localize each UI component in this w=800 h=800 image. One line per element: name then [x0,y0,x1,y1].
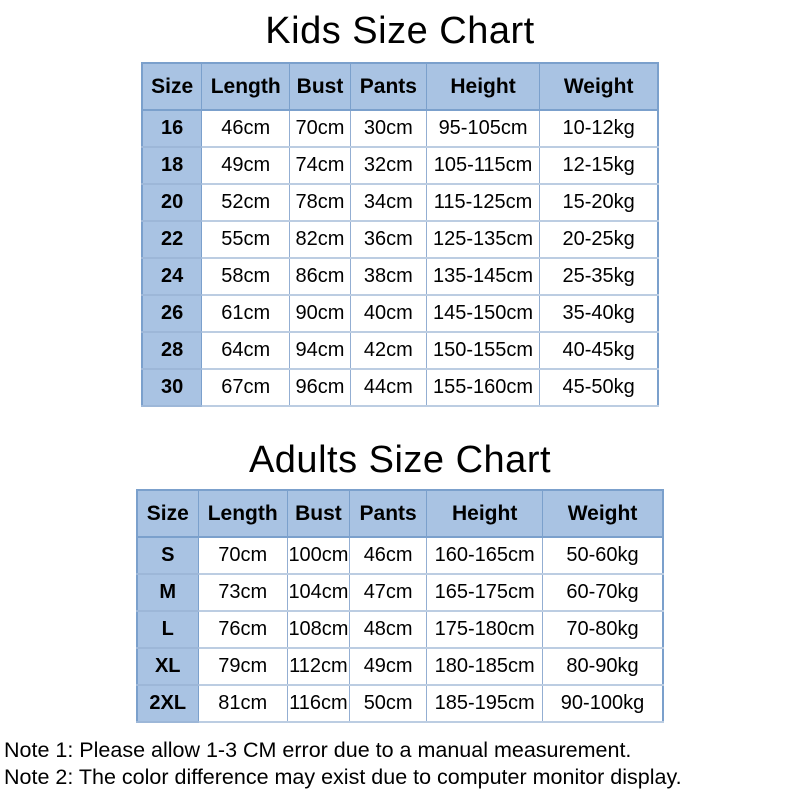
size-label-cell: 30 [142,369,202,406]
value-cell: 61cm [202,295,290,332]
value-cell: 80-90kg [543,648,663,685]
value-cell: 70cm [290,110,351,147]
value-cell: 38cm [350,258,426,295]
value-cell: 180-185cm [427,648,543,685]
kids-header-row [142,63,658,110]
size-label-cell: L [137,611,198,648]
value-cell: 115-125cm [426,184,540,221]
value-cell: 36cm [350,221,426,258]
size-label-cell: 24 [142,258,202,295]
value-cell: 35-40kg [540,295,658,332]
adults-chart-title: Adults Size Chart [248,439,552,481]
size-label-cell: 20 [142,184,202,221]
size-label-cell: S [137,537,198,574]
value-cell: 50cm [349,685,426,722]
size-label-cell: 22 [142,221,202,258]
table-row [137,685,663,722]
table-row [142,221,658,258]
column-header-height: Height [427,490,543,537]
value-cell: 82cm [290,221,351,258]
table-row [142,258,658,295]
column-header-size: Size [142,63,202,110]
size-label-cell: 26 [142,295,202,332]
column-header-weight: Weight [543,490,663,537]
value-cell: 32cm [350,147,426,184]
value-cell: 49cm [349,648,426,685]
value-cell: 96cm [290,369,351,406]
value-cell: 67cm [202,369,290,406]
value-cell: 74cm [290,147,351,184]
adults-size-table [136,489,664,723]
value-cell: 40-45kg [540,332,658,369]
notes-block [0,737,800,791]
value-cell: 49cm [202,147,290,184]
table-row [137,611,663,648]
value-cell: 30cm [350,110,426,147]
column-header-weight: Weight [540,63,658,110]
value-cell: 20-25kg [540,221,658,258]
value-cell: 105-115cm [426,147,540,184]
value-cell: 86cm [290,258,351,295]
column-header-pants: Pants [350,63,426,110]
column-header-size: Size [137,490,198,537]
value-cell: 76cm [198,611,287,648]
value-cell: 125-135cm [426,221,540,258]
value-cell: 42cm [350,332,426,369]
value-cell: 79cm [198,648,287,685]
value-cell: 112cm [287,648,349,685]
value-cell: 90cm [290,295,351,332]
value-cell: 50-60kg [543,537,663,574]
column-header-length: Length [202,63,290,110]
table-row [142,110,658,147]
kids-chart-title: Kids Size Chart [265,10,535,52]
value-cell: 95-105cm [426,110,540,147]
value-cell: 108cm [287,611,349,648]
value-cell: 150-155cm [426,332,540,369]
value-cell: 55cm [202,221,290,258]
size-label-cell: M [137,574,198,611]
value-cell: 34cm [350,184,426,221]
value-cell: 70cm [198,537,287,574]
table-row [137,537,663,574]
value-cell: 116cm [287,685,349,722]
value-cell: 73cm [198,574,287,611]
column-header-bust: Bust [287,490,349,537]
value-cell: 60-70kg [543,574,663,611]
column-header-length: Length [198,490,287,537]
table-row [142,332,658,369]
column-header-pants: Pants [349,490,426,537]
note-2: Note 2: The color difference may exist due to computer monitor display. [4,765,682,789]
value-cell: 94cm [290,332,351,369]
value-cell: 81cm [198,685,287,722]
size-label-cell: XL [137,648,198,685]
value-cell: 12-15kg [540,147,658,184]
value-cell: 90-100kg [543,685,663,722]
column-header-bust: Bust [290,63,351,110]
note-1: Note 1: Please allow 1-3 CM error due to a manual measurement. [4,738,632,762]
value-cell: 46cm [202,110,290,147]
value-cell: 78cm [290,184,351,221]
size-label-cell: 28 [142,332,202,369]
table-row [142,295,658,332]
value-cell: 48cm [349,611,426,648]
value-cell: 44cm [350,369,426,406]
value-cell: 70-80kg [543,611,663,648]
value-cell: 46cm [349,537,426,574]
value-cell: 45-50kg [540,369,658,406]
value-cell: 185-195cm [427,685,543,722]
size-label-cell: 18 [142,147,202,184]
value-cell: 155-160cm [426,369,540,406]
value-cell: 25-35kg [540,258,658,295]
adults-header-row [137,490,663,537]
kids-size-table [141,62,659,407]
value-cell: 64cm [202,332,290,369]
table-row [142,147,658,184]
value-cell: 135-145cm [426,258,540,295]
value-cell: 160-165cm [427,537,543,574]
size-label-cell: 2XL [137,685,198,722]
value-cell: 100cm [287,537,349,574]
table-row [137,574,663,611]
size-label-cell: 16 [142,110,202,147]
table-row [142,369,658,406]
table-row [142,184,658,221]
value-cell: 10-12kg [540,110,658,147]
table-row [137,648,663,685]
value-cell: 145-150cm [426,295,540,332]
value-cell: 175-180cm [427,611,543,648]
value-cell: 165-175cm [427,574,543,611]
value-cell: 15-20kg [540,184,658,221]
value-cell: 58cm [202,258,290,295]
value-cell: 52cm [202,184,290,221]
value-cell: 47cm [349,574,426,611]
column-header-height: Height [426,63,540,110]
value-cell: 104cm [287,574,349,611]
value-cell: 40cm [350,295,426,332]
